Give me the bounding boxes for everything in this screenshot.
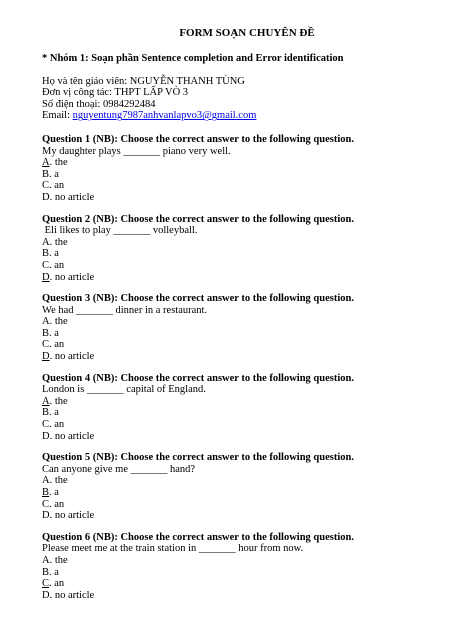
answer-option: [42, 157, 434, 169]
page-title: FORM SOẠN CHUYÊN ĐỀ: [179, 27, 315, 39]
option-text: . a: [49, 327, 59, 339]
option-letter: D: [42, 430, 50, 442]
question-heading: Question 1 (NB): Choose the correct answer to the following question.: [42, 133, 354, 145]
answer-option: [42, 431, 434, 443]
teacher-phone: Số điện thoại: 0984292484: [42, 98, 156, 110]
question-heading: Question 4 (NB): Choose the correct answer to the following question.: [42, 372, 354, 384]
option-text: . the: [49, 236, 68, 248]
email-label: Email:: [42, 110, 73, 122]
option-letter: D: [42, 271, 50, 283]
option-text: . an: [49, 259, 65, 271]
question-block: [42, 134, 434, 204]
question-heading: Question 5 (NB): Choose the correct answer to the following question.: [42, 452, 354, 464]
answer-option: [42, 419, 434, 431]
option-letter: B: [42, 168, 50, 180]
option-text: . the: [49, 475, 68, 487]
email-link[interactable]: nguyentung7987anhvanlapvo3@gmail.com: [72, 110, 257, 122]
option-text: . no article: [49, 589, 95, 601]
option-text: . no article: [49, 191, 95, 203]
option-letter: C: [42, 578, 50, 590]
answer-option: [42, 272, 434, 284]
answer-option: [42, 192, 434, 204]
option-letter: C: [42, 498, 50, 510]
option-letter: A: [42, 316, 50, 328]
answer-option: [42, 260, 434, 272]
question-heading: Question 3 (NB): Choose the correct answer to the following question.: [42, 293, 354, 305]
option-letter: A: [42, 475, 50, 487]
question-block: [42, 532, 434, 602]
option-text: . no article: [49, 351, 95, 363]
question-text: Can anyone give me _______ hand?: [42, 463, 196, 475]
option-text: . the: [49, 554, 68, 566]
option-text: . an: [49, 339, 65, 351]
option-letter: A: [42, 236, 50, 248]
answer-option: [42, 316, 434, 328]
answer-option: [42, 169, 434, 181]
answer-option: [42, 248, 434, 260]
teacher-name: Họ và tên giáo viên: NGUYỄN THANH TÙNG: [42, 75, 245, 87]
teacher-unit: Đơn vị công tác: THPT LẤP VÒ 3: [42, 87, 189, 99]
option-text: . no article: [49, 510, 95, 522]
option-text: . a: [49, 487, 59, 498]
question-list: [42, 134, 434, 601]
question-text: We had _______ dinner in a restaurant.: [42, 304, 208, 316]
answer-option: [42, 567, 434, 579]
question-block: [42, 452, 434, 522]
answer-option: [42, 499, 434, 511]
answer-option: [42, 396, 434, 408]
option-text: . an: [49, 180, 65, 192]
answer-option: [42, 475, 434, 487]
option-letter: A: [42, 157, 50, 169]
option-text: . a: [49, 248, 59, 260]
option-text: . an: [49, 578, 65, 590]
question-block: [42, 293, 434, 363]
option-letter: D: [42, 589, 50, 601]
option-text: . the: [49, 316, 68, 328]
option-text: . the: [49, 395, 68, 407]
question-block: [42, 214, 434, 284]
option-text: . an: [49, 498, 65, 510]
question-text: London is _______ capital of England.: [42, 384, 206, 396]
question-heading: Question 6 (NB): Choose the correct answer to the following question.: [42, 531, 354, 543]
option-letter: D: [42, 510, 50, 522]
option-letter: C: [42, 419, 50, 431]
teacher-email-line: [42, 110, 434, 122]
option-text: . an: [49, 419, 65, 431]
option-letter: C: [42, 180, 50, 192]
option-letter: B: [42, 566, 50, 578]
answer-option: [42, 339, 434, 351]
section-heading: * Nhóm 1: Soạn phần Sentence completion and Error identification: [42, 53, 344, 64]
answer-option: [42, 510, 434, 522]
question-text: Please meet me at the train station in _______ hour from now.: [42, 543, 304, 555]
question-heading: Question 2 (NB): Choose the correct answer to the following question.: [42, 213, 354, 225]
option-letter: A: [42, 554, 50, 566]
answer-option: [42, 407, 434, 419]
answer-option: [42, 487, 434, 499]
teacher-info: [42, 76, 434, 122]
option-letter: B: [42, 327, 50, 339]
option-letter: C: [42, 259, 50, 271]
option-letter: B: [42, 407, 50, 419]
option-text: . a: [49, 566, 59, 578]
answer-option: [42, 237, 434, 249]
question-text: My daughter plays _______ piano very well.: [42, 145, 231, 157]
answer-option: [42, 180, 434, 192]
option-letter: C: [42, 339, 50, 351]
option-letter: B: [42, 248, 50, 260]
answer-option: [42, 578, 434, 590]
question-block: [42, 373, 434, 443]
question-text: Eli likes to play _______ volleyball.: [42, 225, 198, 237]
option-letter: D: [42, 191, 50, 203]
option-text: . no article: [49, 430, 95, 442]
option-letter: A: [42, 395, 50, 407]
option-text: . the: [49, 157, 68, 169]
option-letter: B: [42, 487, 50, 498]
option-letter: D: [42, 351, 50, 363]
option-text: . a: [49, 168, 59, 180]
option-text: . a: [49, 407, 59, 419]
answer-option: [42, 590, 434, 602]
answer-option: [42, 351, 434, 363]
answer-option: [42, 555, 434, 567]
answer-option: [42, 328, 434, 340]
option-text: . no article: [49, 271, 95, 283]
